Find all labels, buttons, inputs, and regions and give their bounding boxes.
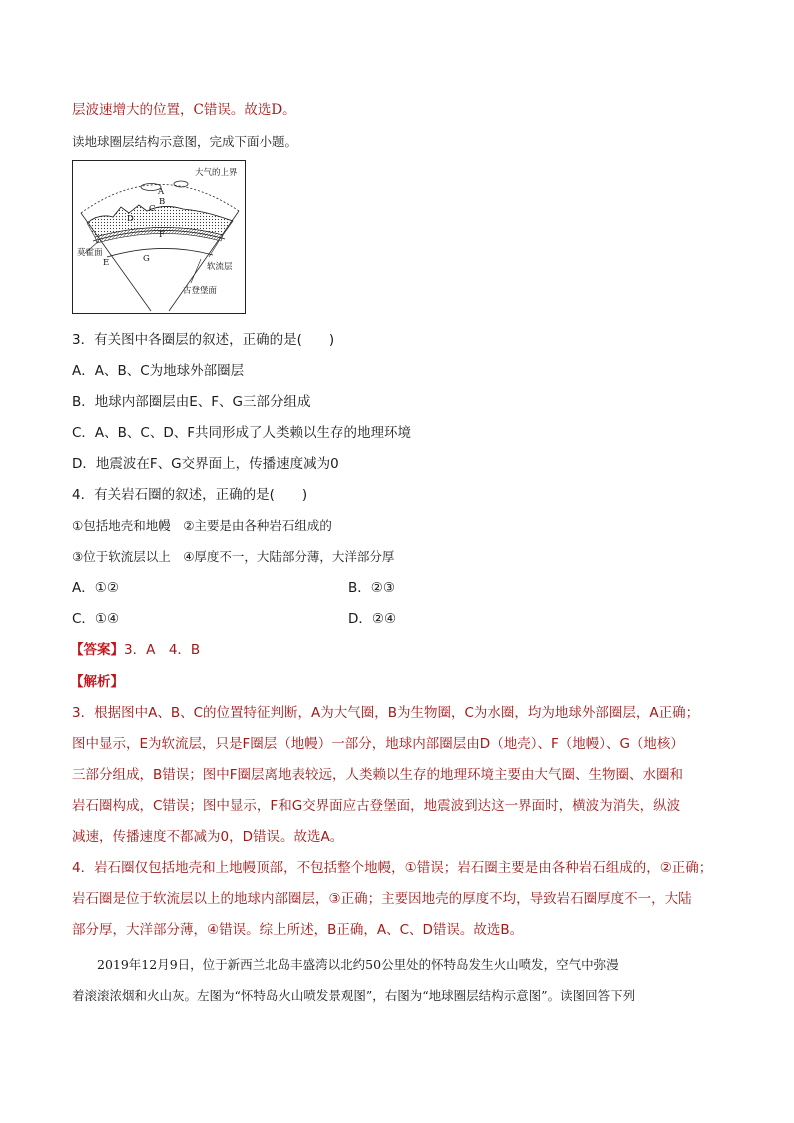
gutenberg-leader bbox=[191, 259, 201, 283]
q4-statements-2: ③位于软流层以上 ④厚度不一，大陆部分薄，大洋部分厚 bbox=[72, 549, 395, 564]
q4-option-c: C．①④ bbox=[72, 611, 120, 627]
label-asthenosphere: 软流层 bbox=[207, 262, 233, 272]
analysis-q3-line-5: 减速，传播速度不都减为0，D错误。故选A。 bbox=[72, 829, 344, 845]
q4-option-b: B．②③ bbox=[348, 580, 395, 596]
q4-stem: 4．有关岩石圈的叙述，正确的是( ) bbox=[72, 487, 308, 503]
q3-option-d: D．地震波在F、G交界面上，传播速度减为0 bbox=[72, 456, 339, 472]
analysis-q3-line-1: 3．根据图中A、B、C的位置特征判断，A为大气圈，B为生物圈，C为水圈，均为地球外部圈层，A正确； bbox=[72, 705, 700, 721]
q3-option-c: C．A、B、C、D、F共同形成了人类赖以生存的地理环境 bbox=[72, 425, 412, 441]
earth-sphere-structure-diagram bbox=[72, 160, 246, 314]
q4-option-d: D．②④ bbox=[348, 611, 397, 627]
label-b: B bbox=[159, 197, 166, 207]
label-atmo-top: 大气的上界 bbox=[195, 168, 238, 178]
answer-text: 3．A 4．B bbox=[124, 642, 201, 658]
label-d: D bbox=[127, 214, 134, 224]
intro-tail: 层波速增大的位置，C错误。故选D。 bbox=[72, 102, 296, 118]
analysis-q3-line-2: 图中显示，E为软流层，只是F圈层（地幔）一部分，地球内部圈层由D（地壳）、F（地幔）、G（地核） bbox=[72, 736, 684, 752]
next-passage-line-1: 2019年12月9日，位于新西兰北岛丰盛湾以北约50公里处的怀特岛发生火山喷发，空气中弥漫 bbox=[72, 957, 619, 972]
label-g: G bbox=[143, 254, 150, 264]
q4-option-a: A．①② bbox=[72, 580, 119, 596]
label-f: F bbox=[159, 230, 165, 240]
label-c: C bbox=[149, 204, 156, 214]
label-a: A bbox=[158, 187, 165, 197]
analysis-q4-line-1: 4．岩石圈仅包括地壳和上地幔顶部，不包括整个地幔，①错误；岩石圈主要是由各种岩石组成的，②正确； bbox=[72, 860, 713, 876]
q3-option-b: B．地球内部圈层由E、F、G三部分组成 bbox=[72, 394, 311, 410]
analysis-tag: 【解析】 bbox=[70, 674, 124, 690]
answer-tag: 【答案】 bbox=[70, 642, 124, 658]
analysis-q4-line-2: 岩石圈是位于软流层以上的地球内部圈层，③正确；主要因地壳的厚度不均，导致岩石圈厚度不一，大陆 bbox=[72, 891, 692, 907]
answer-line bbox=[70, 640, 200, 660]
next-passage-line-2: 着滚滚浓烟和火山灰。左图为“怀特岛火山喷发景观图”，右图为“地球圈层结构示意图”。读图回答下列 bbox=[72, 988, 636, 1003]
label-gutenberg: 古登堡面 bbox=[183, 286, 218, 296]
q3-stem: 3．有关图中各圈层的叙述，正确的是( ) bbox=[72, 332, 335, 348]
analysis-q3-line-4: 岩石圈构成，C错误；图中显示，F和G交界面应古登堡面，地震波到达这一界面时，横波为消失，纵波 bbox=[72, 798, 681, 814]
analysis-q3-line-3: 三部分组成，B错误；图中F圈层离地表较远，人类赖以生存的地理环境主要由大气圈、生物圈、水圈和 bbox=[72, 767, 684, 783]
instruction: 读地球圈层结构示意图，完成下面小题。 bbox=[72, 134, 298, 149]
q3-option-a: A．A、B、C为地球外部圈层 bbox=[72, 363, 245, 379]
label-moho: 莫霍面 bbox=[77, 248, 103, 258]
cloud-icon bbox=[174, 181, 188, 187]
asthenosphere-leader bbox=[209, 241, 219, 257]
label-e: E bbox=[103, 258, 110, 268]
gutenberg-boundary bbox=[107, 248, 213, 257]
q4-statements-1: ①包括地壳和地幔 ②主要是由各种岩石组成的 bbox=[72, 518, 332, 533]
analysis-q4-line-3: 部分厚，大洋部分薄，④错误。综上所述，B正确，A、C、D错误。故选B。 bbox=[72, 922, 524, 938]
